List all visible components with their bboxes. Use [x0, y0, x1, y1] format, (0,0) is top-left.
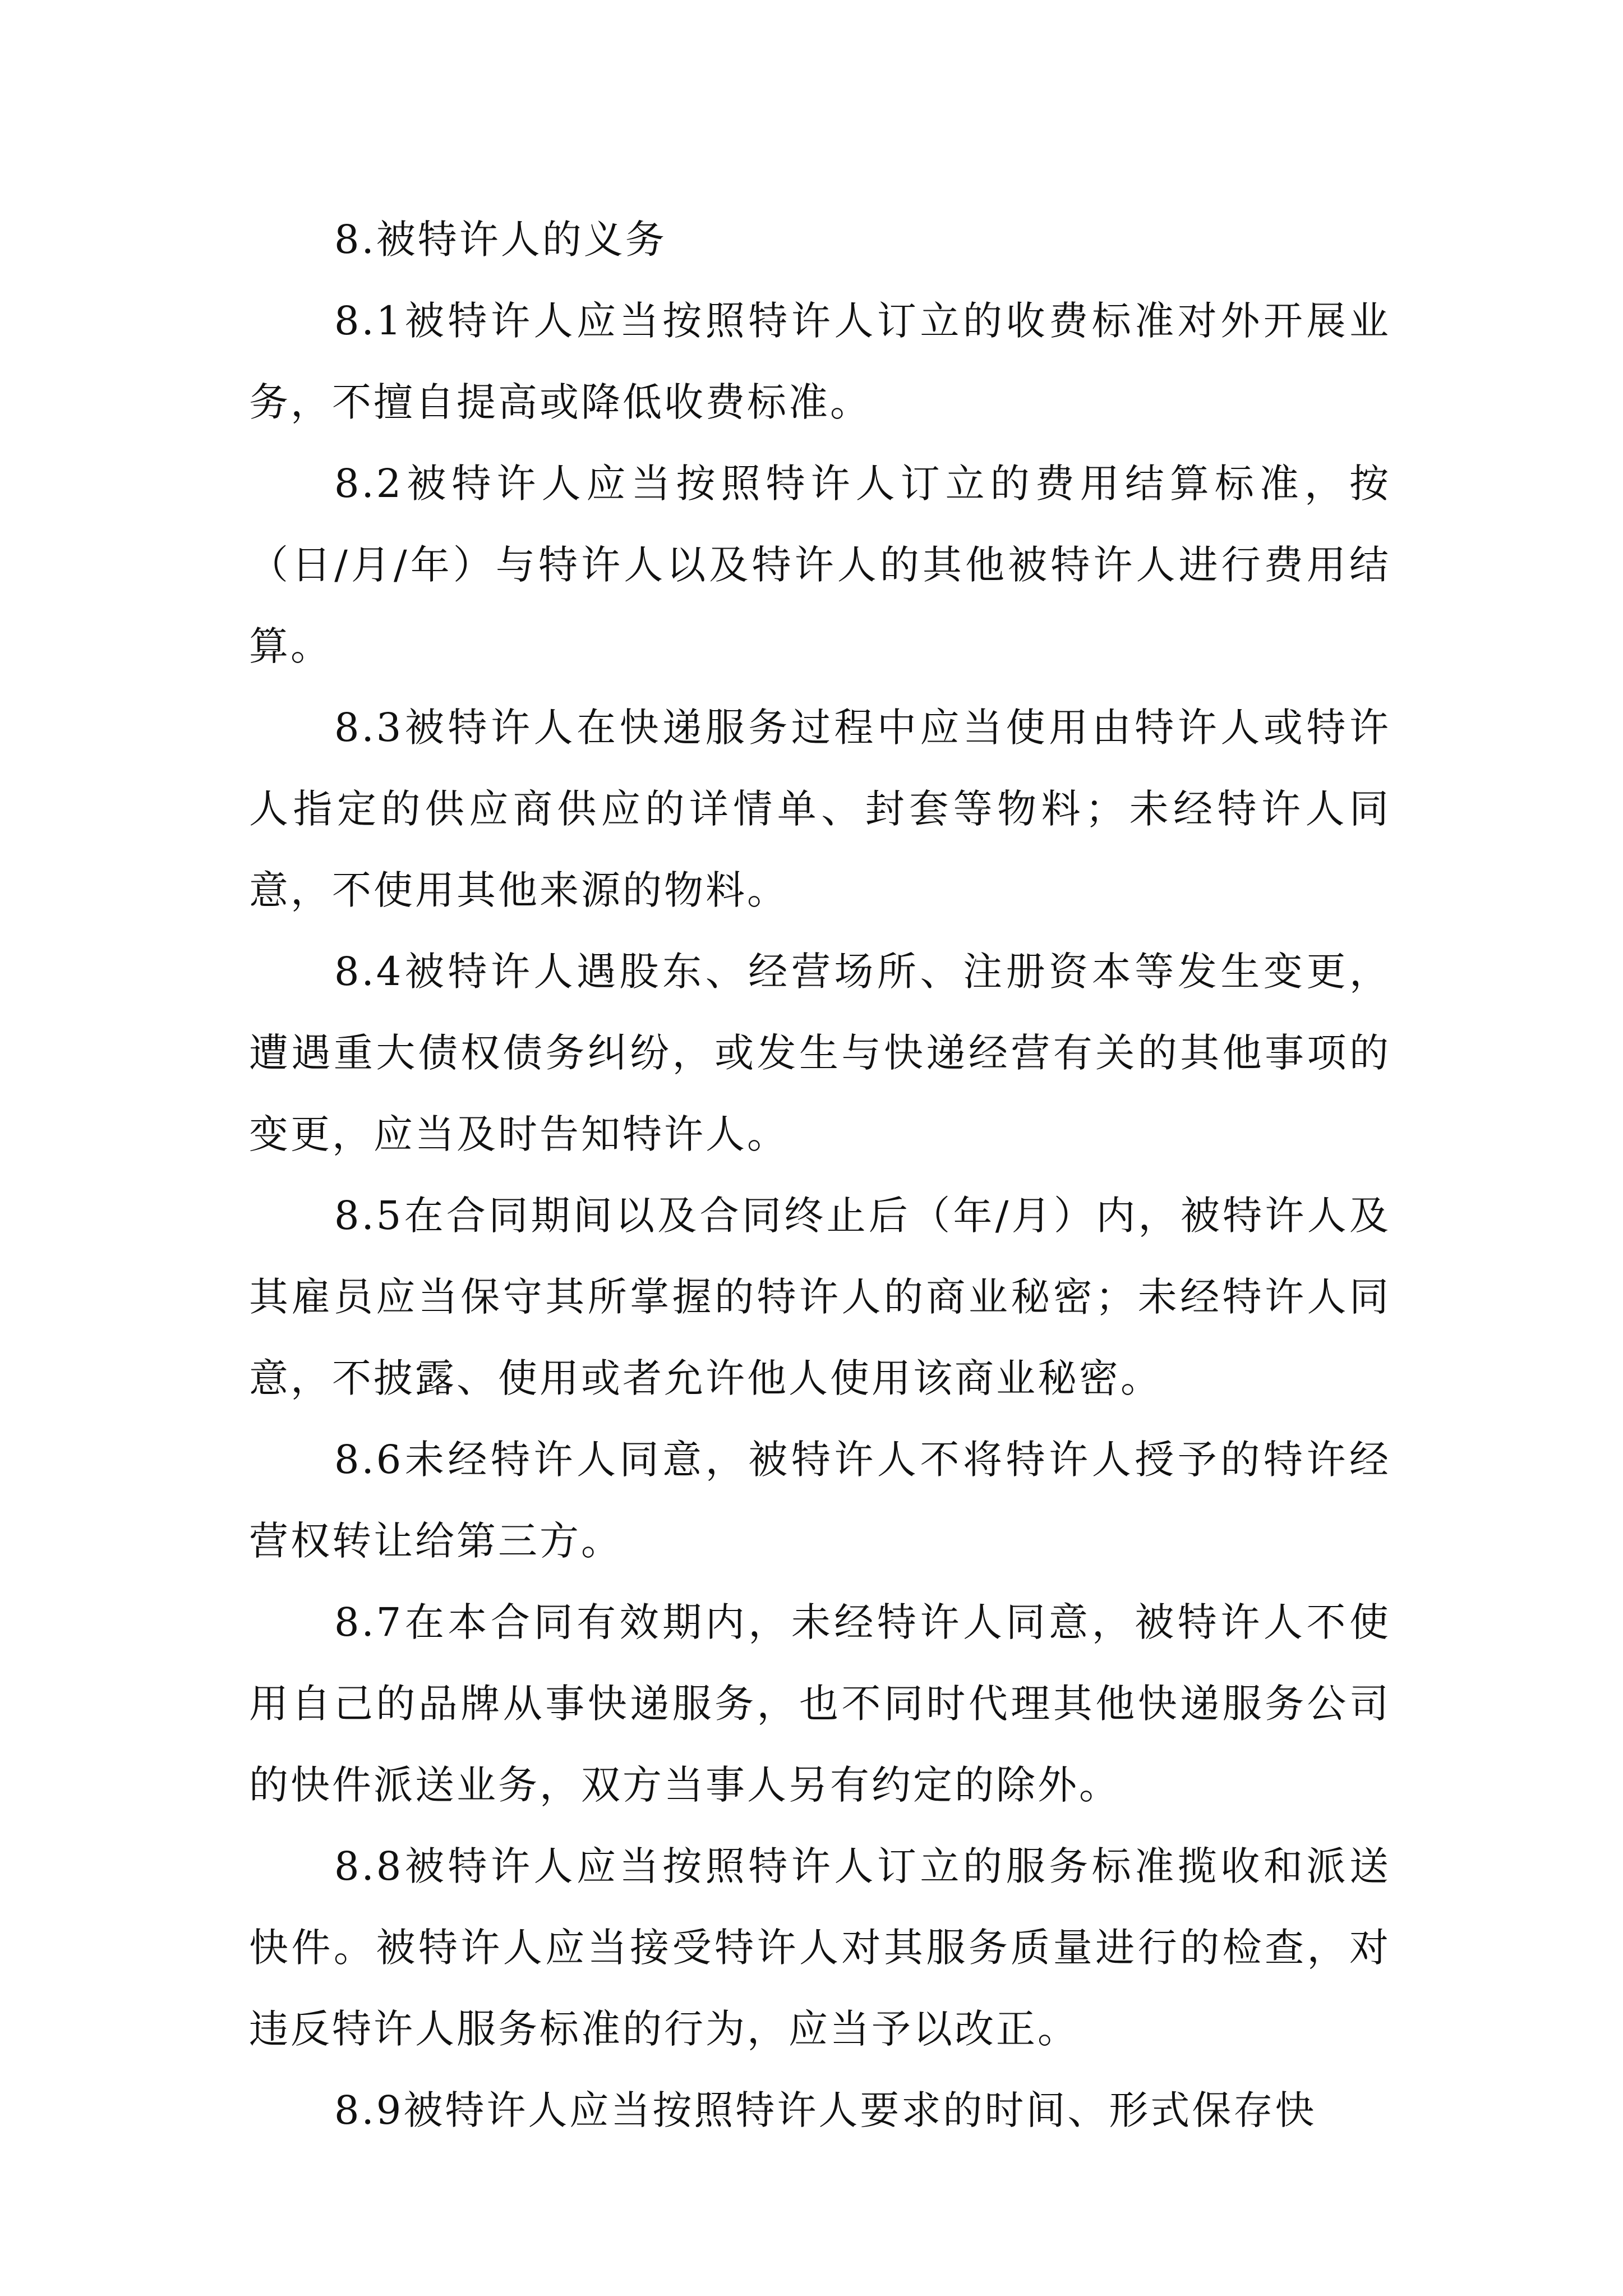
clause-8-5: 8.5在合同期间以及合同终止后（年/月）内，被特许人及其雇员应当保守其所掌握的特许人的商业秘密；未经特许人同意，不披露、使用或者允许他人使用该商业秘密。 [249, 1193, 1391, 1401]
section-heading: 8.被特许人的义务 [334, 217, 667, 263]
document-body [249, 199, 1391, 2151]
clause-8-2: 8.2被特许人应当按照特许人订立的费用结算标准，按（日/月/年）与特许人以及特许人的其他被特许人进行费用结算。 [249, 461, 1391, 669]
clause-8-7: 8.7在本合同有效期内，未经特许人同意，被特许人不使用自己的品牌从事快递服务，也不同时代理其他快递服务公司的快件派送业务，双方当事人另有约定的除外。 [249, 1599, 1391, 1808]
clause-8-6: 8.6未经特许人同意，被特许人不将特许人授予的特许经营权转让给第三方。 [249, 1437, 1391, 1564]
clause-8-9: 8.9被特许人应当按照特许人要求的时间、形式保存快 [334, 2087, 1317, 2133]
clause-8-1: 8.1被特许人应当按照特许人订立的收费标准对外开展业务，不擅自提高或降低收费标准。 [249, 298, 1391, 425]
clause-8-4: 8.4被特许人遇股东、经营场所、注册资本等发生变更，遭遇重大债权债务纠纷，或发生与快递经营有关的其他事项的变更，应当及时告知特许人。 [249, 949, 1391, 1157]
clause-8-3: 8.3被特许人在快递服务过程中应当使用由特许人或特许人指定的供应商供应的详情单、封套等物料；未经特许人同意，不使用其他来源的物料。 [249, 705, 1391, 913]
clause-8-8: 8.8被特许人应当按照特许人订立的服务标准揽收和派送快件。被特许人应当接受特许人对其服务质量进行的检查，对违反特许人服务标准的行为，应当予以改正。 [249, 1843, 1391, 2052]
